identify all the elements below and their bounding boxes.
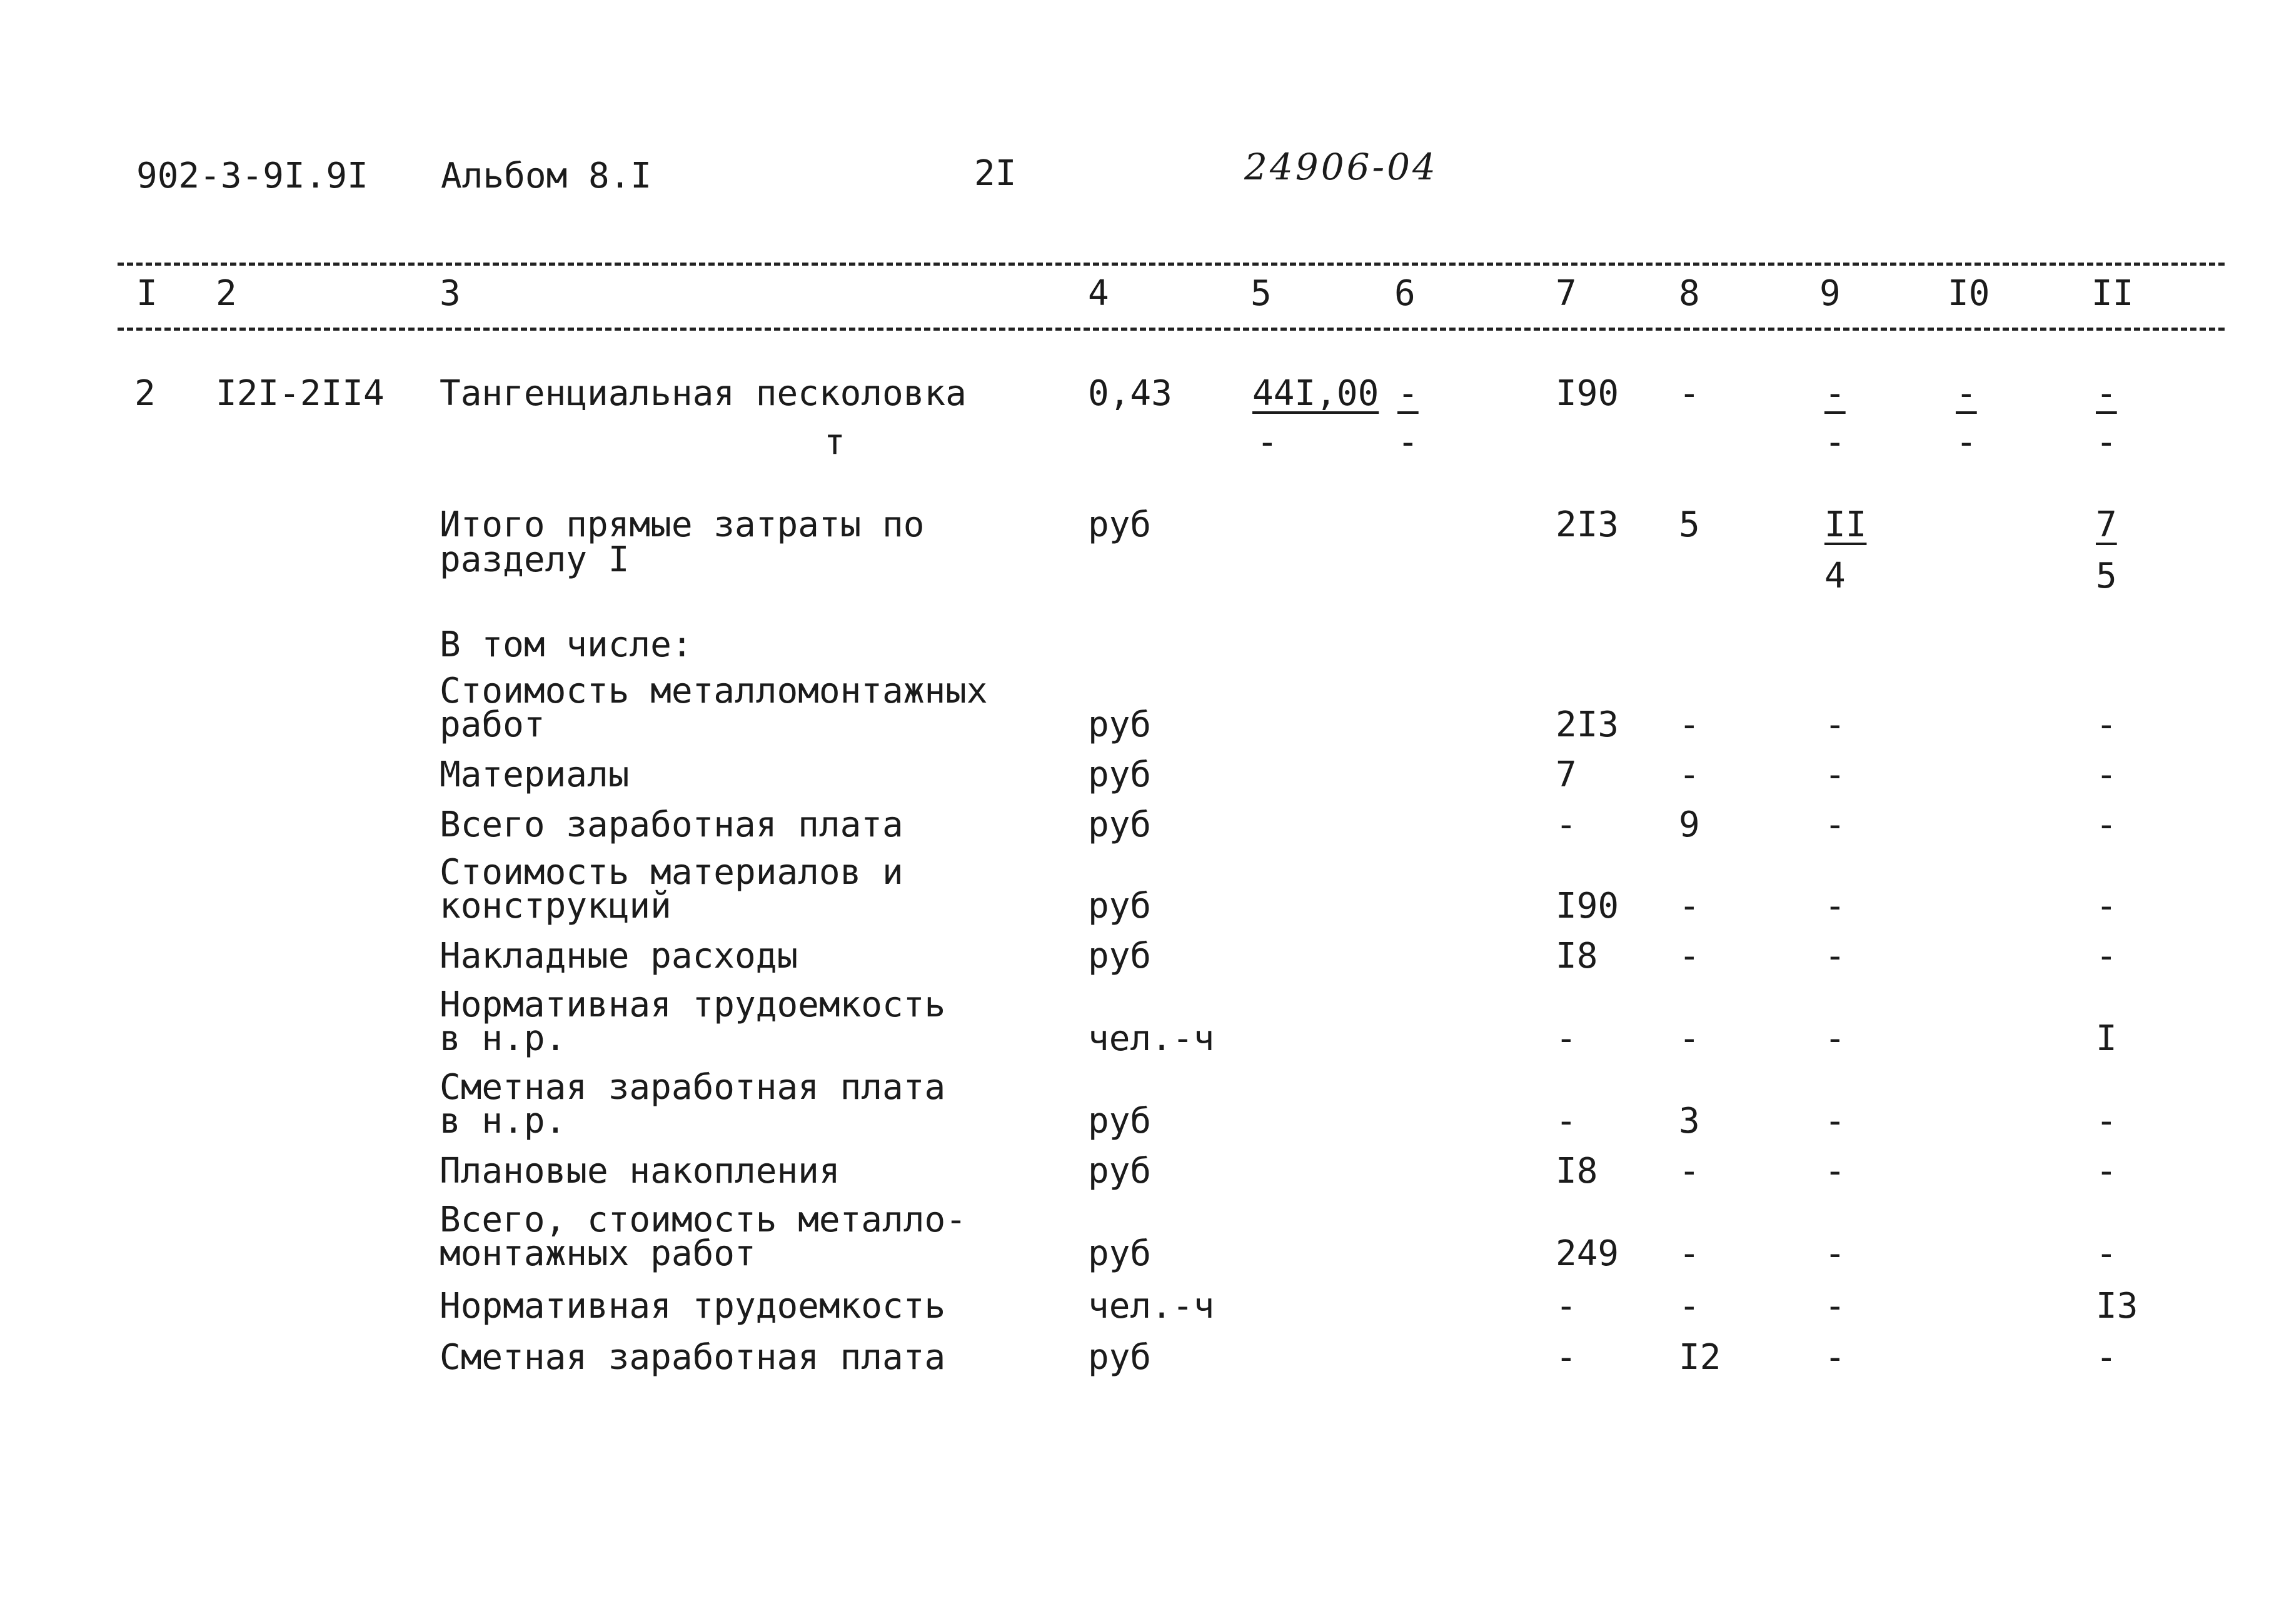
detail-row-col8: - — [1679, 1286, 1700, 1326]
col-header-2: 2 — [216, 273, 237, 314]
detail-row-unit: руб — [1088, 1233, 1152, 1274]
detail-row-col8: - — [1679, 936, 1700, 976]
item-unit: т — [824, 422, 845, 463]
total-direct-col7: 2I3 — [1556, 504, 1619, 545]
detail-row-col11: - — [2096, 1101, 2117, 1141]
detail-row-label-line1: Накладные расходы — [440, 936, 798, 976]
detail-row-col9: - — [1824, 886, 1846, 926]
detail-row-unit: чел.-ч — [1088, 1286, 1215, 1326]
total-direct-unit: руб — [1088, 504, 1152, 545]
detail-row-col9: - — [1824, 1018, 1846, 1059]
detail-row-col8: - — [1679, 754, 1700, 795]
detail-row-label-line1: Сметная заработная плата — [440, 1067, 946, 1108]
col-header-3: 3 — [440, 273, 461, 314]
item-code: I2I-2II4 — [216, 373, 385, 414]
detail-row-col7: - — [1556, 804, 1577, 845]
total-direct-col8: 5 — [1679, 504, 1700, 545]
detail-row-label-line1: Материалы — [440, 754, 630, 795]
detail-row-label-line1: Нормативная трудоемкость — [440, 985, 946, 1025]
detail-row-col8: - — [1679, 1233, 1700, 1274]
item-col5-top: 44I,00 — [1252, 373, 1379, 414]
item-col11-bottom: - — [2096, 422, 2117, 463]
item-col10-bottom: - — [1956, 422, 1977, 463]
detail-row-unit: руб — [1088, 754, 1152, 795]
detail-row-col9: - — [1824, 804, 1846, 845]
col-header-1: I — [136, 273, 158, 314]
detail-row-label-line2: в н.р. — [440, 1018, 566, 1059]
total-direct-col9-top: II — [1824, 504, 1867, 545]
detail-row-col7: - — [1556, 1286, 1577, 1326]
detail-row-col9: - — [1824, 754, 1846, 795]
col-header-6: 6 — [1394, 273, 1416, 314]
col-header-7: 7 — [1556, 273, 1577, 314]
detail-row-label-line1: Всего, стоимость металло- — [440, 1200, 967, 1240]
detail-row-label-line1: Всего заработная плата — [440, 804, 903, 845]
total-direct-label-line1: Итого прямые затраты по — [440, 504, 925, 545]
item-col5-bottom: - — [1257, 422, 1278, 463]
detail-row-col9: - — [1824, 1286, 1846, 1326]
total-direct-label-line2: разделу I — [440, 539, 630, 580]
item-number: 2 — [134, 373, 156, 414]
doc-code: 902-3-9I.9I — [136, 156, 368, 196]
detail-row-unit: руб — [1088, 1101, 1152, 1141]
detail-row-col7: - — [1556, 1337, 1577, 1378]
item-col6-top: - — [1397, 373, 1419, 414]
detail-row-col11: - — [2096, 1233, 2117, 1274]
item-col6-bottom: - — [1397, 422, 1419, 463]
total-direct-col11-bottom: 5 — [2096, 556, 2117, 596]
detail-row-col8: I2 — [1679, 1337, 1721, 1378]
detail-row-col11: - — [2096, 704, 2117, 745]
detail-row-unit: чел.-ч — [1088, 1018, 1215, 1059]
detail-row-col11: - — [2096, 1151, 2117, 1191]
detail-row-col7: 249 — [1556, 1233, 1619, 1274]
item-col9-bottom: - — [1824, 422, 1846, 463]
detail-row-col8: 9 — [1679, 804, 1700, 845]
detail-row-col7: I8 — [1556, 936, 1598, 976]
detail-row-unit: руб — [1088, 1151, 1152, 1191]
including-label: В том числе: — [440, 624, 693, 665]
detail-row-label-line1: Стоимость металломонтажных — [440, 671, 988, 711]
detail-row-unit: руб — [1088, 936, 1152, 976]
detail-row-col8: - — [1679, 1151, 1700, 1191]
total-direct-col9-bottom: 4 — [1824, 556, 1846, 596]
detail-row-label-line1: Стоимость материалов и — [440, 852, 903, 893]
detail-row-col7: 7 — [1556, 754, 1577, 795]
detail-row-label-line2: работ — [440, 704, 545, 745]
detail-row-col8: - — [1679, 704, 1700, 745]
detail-row-col8: - — [1679, 1018, 1700, 1059]
detail-row-col9: - — [1824, 704, 1846, 745]
col-header-11: II — [2091, 273, 2134, 314]
detail-row-col9: - — [1824, 1101, 1846, 1141]
item-col10-top: - — [1956, 373, 1977, 414]
detail-row-col11: - — [2096, 886, 2117, 926]
col-header-5: 5 — [1250, 273, 1272, 314]
col-header-9: 9 — [1819, 273, 1841, 314]
col-header-4: 4 — [1088, 273, 1109, 314]
detail-row-col7: I8 — [1556, 1151, 1598, 1191]
detail-row-col11: - — [2096, 804, 2117, 845]
detail-row-label-line2: конструкций — [440, 886, 672, 926]
detail-row-col9: - — [1824, 1151, 1846, 1191]
page-number: 2I — [974, 153, 1017, 194]
detail-row-unit: руб — [1088, 804, 1152, 845]
header-bottom-rule — [118, 328, 2225, 331]
col-header-8: 8 — [1679, 273, 1700, 314]
detail-row-label-line2: монтажных работ — [440, 1233, 756, 1274]
total-direct-col11-top: 7 — [2096, 504, 2117, 545]
detail-row-unit: руб — [1088, 1337, 1152, 1378]
detail-row-label-line1: Нормативная трудоемкость — [440, 1286, 946, 1326]
detail-row-col7: 2I3 — [1556, 704, 1619, 745]
detail-row-col11: - — [2096, 754, 2117, 795]
detail-row-col8: - — [1679, 886, 1700, 926]
detail-row-label-line1: Плановые накопления — [440, 1151, 840, 1191]
header-top-rule — [118, 263, 2225, 266]
item-col11-top: - — [2096, 373, 2117, 414]
col-header-10: I0 — [1948, 273, 1990, 314]
detail-row-col11: I — [2096, 1018, 2117, 1059]
detail-row-unit: руб — [1088, 886, 1152, 926]
detail-row-label-line2: в н.р. — [440, 1101, 566, 1141]
detail-row-col8: 3 — [1679, 1101, 1700, 1141]
detail-row-unit: руб — [1088, 704, 1152, 745]
item-col7: I90 — [1556, 373, 1619, 414]
handwritten-number: 24906-04 — [1244, 146, 1438, 188]
album-label: Альбом 8.I — [441, 156, 652, 196]
detail-row-col9: - — [1824, 936, 1846, 976]
detail-row-col7: - — [1556, 1018, 1577, 1059]
detail-row-col11: I3 — [2096, 1286, 2138, 1326]
detail-row-col7: I90 — [1556, 886, 1619, 926]
detail-row-col7: - — [1556, 1101, 1577, 1141]
item-col8: - — [1679, 373, 1700, 414]
detail-row-col9: - — [1824, 1337, 1846, 1378]
item-name: Тангенциальная песколовка — [440, 373, 967, 414]
item-col9-top: - — [1824, 373, 1846, 414]
item-quantity: 0,43 — [1088, 373, 1172, 414]
detail-row-col11: - — [2096, 936, 2117, 976]
detail-row-col9: - — [1824, 1233, 1846, 1274]
detail-row-col11: - — [2096, 1337, 2117, 1378]
detail-row-label-line1: Сметная заработная плата — [440, 1337, 946, 1378]
